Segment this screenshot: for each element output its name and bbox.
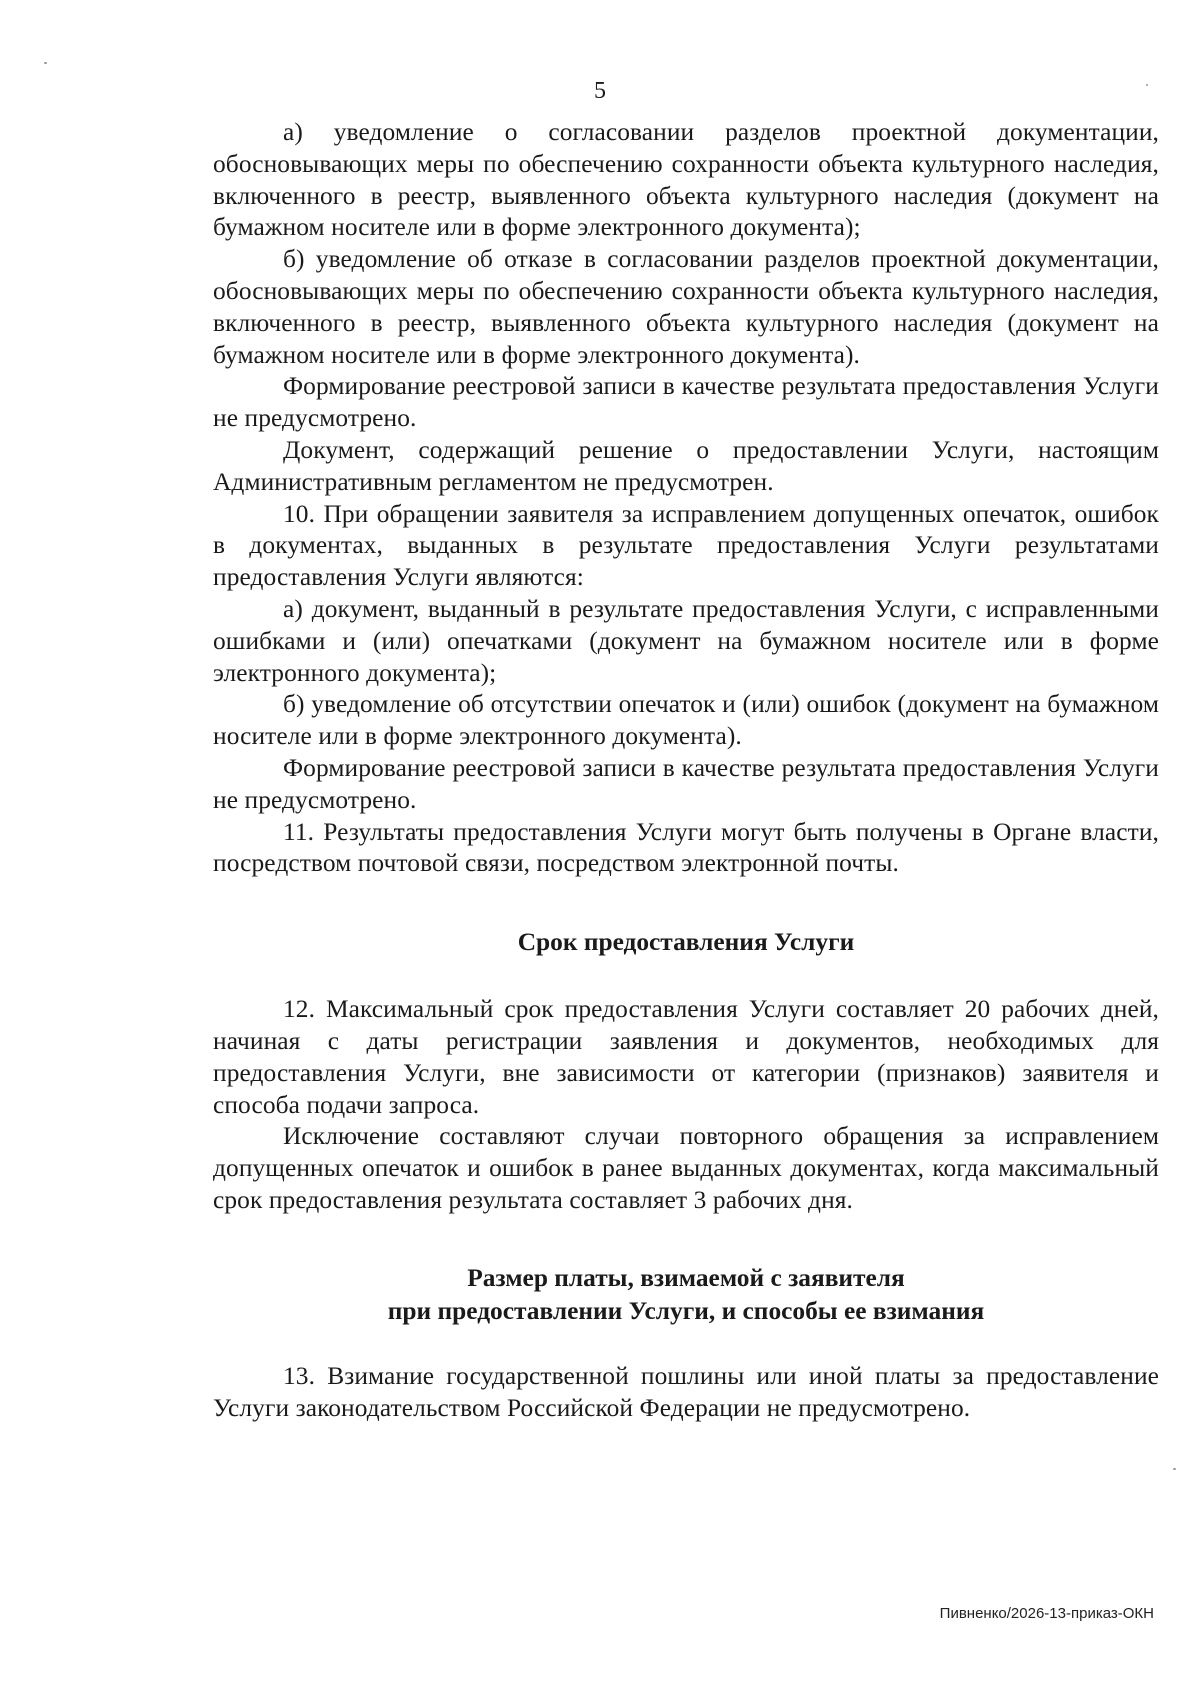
paragraph-b-refusal-notice: б) уведомление об отказе в согласовании разделов проектной документации, обосновывающих меры по обеспечению сохранности объекта культурного наследия, включенного в реестр, выявленного объекта культурного наследия (документ на бумажном носителе или в форме электронного документа). bbox=[213, 245, 1159, 369]
section-heading-term: Срок предоставления Услуги bbox=[517, 928, 855, 957]
paragraph-b-no-errors-notice: б) уведомление об отсутствии опечаток и (или) ошибок (документ на бумажном носителе или в форме электронного документа). bbox=[213, 690, 1159, 751]
paragraph-12-max-term: 12. Максимальный срок предоставления Услуги составляет 20 рабочих дней, начиная с даты регистрации заявления и документов, необходимых для предоставления Услуги, вне зависимости от категории (признаков) заявителя и способа подачи запроса. bbox=[213, 995, 1159, 1119]
scan-speck bbox=[1173, 1468, 1176, 1470]
section-heading-fee-line2: при предоставлении Услуги, и способы ее взимания bbox=[387, 1296, 985, 1325]
document-body bbox=[213, 117, 1159, 1424]
paragraph-registry-record-2: Формирование реестровой записи в качестве результата предоставления Услуги не предусмотрено. bbox=[213, 753, 1159, 814]
section-heading-fee bbox=[213, 1262, 1159, 1328]
scan-speck bbox=[44, 62, 47, 64]
paragraph-a-corrected-document: а) документ, выданный в результате предоставления Услуги, с исправленными ошибками и (или) опечатками (документ на бумажном носителе или в форме электронного документа); bbox=[213, 594, 1159, 687]
document-reference-code: Пивненко/2026-13-приказ-ОКН bbox=[939, 1605, 1154, 1622]
paragraph-11-results-delivery: 11. Результаты предоставления Услуги могут быть получены в Органе власти, посредством почтовой связи, посредством электронной почты. bbox=[213, 817, 1159, 878]
page-number: 5 bbox=[594, 78, 606, 104]
paragraph-decision-document: Документ, содержащий решение о предоставлении Услуги, настоящим Административным регламентом не предусмотрен. bbox=[213, 435, 1159, 496]
section-heading-fee-line1: Размер платы, взимаемой с заявителя bbox=[467, 1263, 905, 1292]
scan-speck bbox=[1146, 84, 1148, 86]
paragraph-registry-record: Формирование реестровой записи в качестве результата предоставления Услуги не предусмотрено. bbox=[213, 372, 1159, 433]
paragraph-a-approval-notice: а) уведомление о согласовании разделов проектной документации, обосновывающих меры по обеспечению сохранности объекта культурного наследия, включенного в реестр, выявленного объекта культурного наследия (документ на бумажном носителе или в форме электронного документа); bbox=[213, 118, 1159, 242]
paragraph-exception: Исключение составляют случаи повторного обращения за исправлением допущенных опечаток и ошибок в ранее выданных документах, когда максимальный срок предоставления результата составляет 3 рабочих дня. bbox=[213, 1122, 1159, 1214]
paragraph-10-corrections: 10. При обращении заявителя за исправлением допущенных опечаток, ошибок в документах, выданных в результате предоставления Услуги результатами предоставления Услуги являются: bbox=[213, 499, 1159, 592]
paragraph-13-no-fee: 13. Взимание государственной пошлины или иной платы за предоставление Услуги законодательством Российской Федерации не предусмотрено. bbox=[213, 1361, 1159, 1422]
